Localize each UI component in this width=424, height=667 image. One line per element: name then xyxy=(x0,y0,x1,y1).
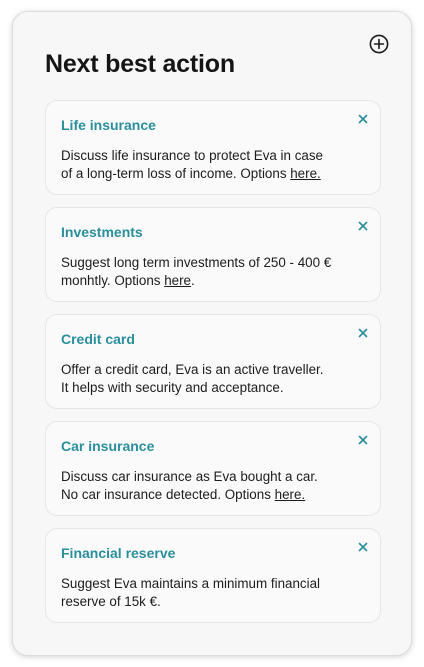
next-best-action-panel xyxy=(12,11,412,656)
card-title: Investments xyxy=(61,224,143,240)
card-text: Offer a credit card, Eva is an active traveller. It helps with security and acceptance. xyxy=(61,362,324,395)
card-description xyxy=(61,575,334,611)
options-link[interactable]: here xyxy=(164,273,192,288)
page-title: Next best action xyxy=(45,50,235,78)
close-icon[interactable] xyxy=(358,114,368,124)
action-list xyxy=(45,100,381,635)
card-text-suffix: . xyxy=(191,273,195,288)
close-icon[interactable] xyxy=(358,542,368,552)
card-description xyxy=(61,254,334,290)
card-description xyxy=(61,361,334,397)
card-description xyxy=(61,147,334,183)
card-title: Car insurance xyxy=(61,438,155,454)
options-link[interactable]: here. xyxy=(290,166,321,181)
card-title: Financial reserve xyxy=(61,545,176,561)
action-card-investments xyxy=(45,207,381,302)
action-card-credit-card xyxy=(45,314,381,409)
add-circle-icon[interactable] xyxy=(369,34,389,54)
close-icon[interactable] xyxy=(358,221,368,231)
card-title: Life insurance xyxy=(61,117,156,133)
card-description xyxy=(61,468,334,504)
action-card-life-insurance xyxy=(45,100,381,195)
card-text: Suggest long term investments of 250 - 400 € monhtly. Options xyxy=(61,255,332,288)
card-title: Credit card xyxy=(61,331,135,347)
card-text: Discuss car insurance as Eva bought a car. No car insurance detected. Options xyxy=(61,469,318,502)
card-text: Suggest Eva maintains a minimum financial reserve of 15k €. xyxy=(61,576,321,609)
options-link[interactable]: here. xyxy=(274,487,306,502)
card-text: Discuss life insurance to protect Eva in case of a long-term loss of income. Options xyxy=(61,148,323,181)
close-icon[interactable] xyxy=(358,328,368,338)
action-card-car-insurance xyxy=(45,421,381,516)
close-icon[interactable] xyxy=(358,435,368,445)
action-card-financial-reserve xyxy=(45,528,381,623)
